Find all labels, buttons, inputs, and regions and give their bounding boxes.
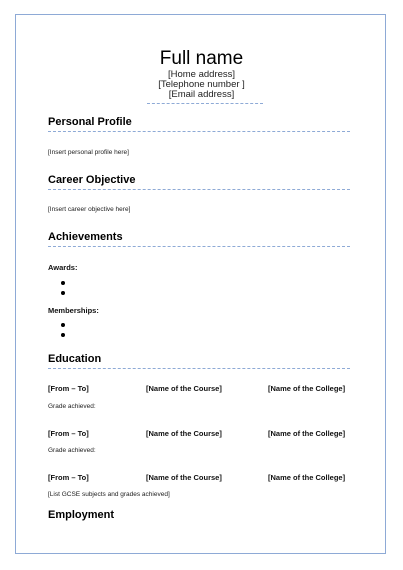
home-address: [Home address] xyxy=(167,69,236,80)
career-objective-placeholder: [Insert career objective here] xyxy=(48,206,131,213)
header-divider xyxy=(147,103,263,104)
section-title-personal-profile: Personal Profile xyxy=(48,116,350,132)
education-from-to: [From – To] xyxy=(48,473,89,482)
education-college: [Name of the College] xyxy=(268,384,346,393)
education-grade: Grade achieved: xyxy=(48,447,96,454)
education-from-to: [From – To] xyxy=(48,429,89,438)
education-grade: Grade achieved: xyxy=(48,403,96,410)
awards-bullet xyxy=(61,281,65,285)
section-title-achievements: Achievements xyxy=(48,231,350,247)
awards-bullet xyxy=(61,291,65,295)
telephone-number: [Telephone number ] xyxy=(158,79,245,90)
education-college: [Name of the College] xyxy=(268,473,346,482)
education-from-to: [From – To] xyxy=(48,384,89,393)
memberships-bullet xyxy=(61,323,65,327)
section-title-education: Education xyxy=(48,353,350,369)
education-course: [Name of the Course] xyxy=(146,384,222,393)
education-college: [Name of the College] xyxy=(268,429,346,438)
section-title-career-objective: Career Objective xyxy=(48,174,350,190)
section-title-employment: Employment xyxy=(48,509,115,521)
memberships-label: Memberships: xyxy=(48,306,99,315)
education-course: [Name of the Course] xyxy=(146,429,222,438)
full-name: Full name xyxy=(159,48,244,69)
education-course: [Name of the Course] xyxy=(146,473,222,482)
personal-profile-placeholder: [Insert personal profile here] xyxy=(48,149,129,156)
memberships-bullet xyxy=(61,333,65,337)
awards-label: Awards: xyxy=(48,263,78,272)
email-address: [Email address] xyxy=(168,89,235,100)
education-gcse-note: [List GCSE subjects and grades achieved] xyxy=(48,491,170,498)
